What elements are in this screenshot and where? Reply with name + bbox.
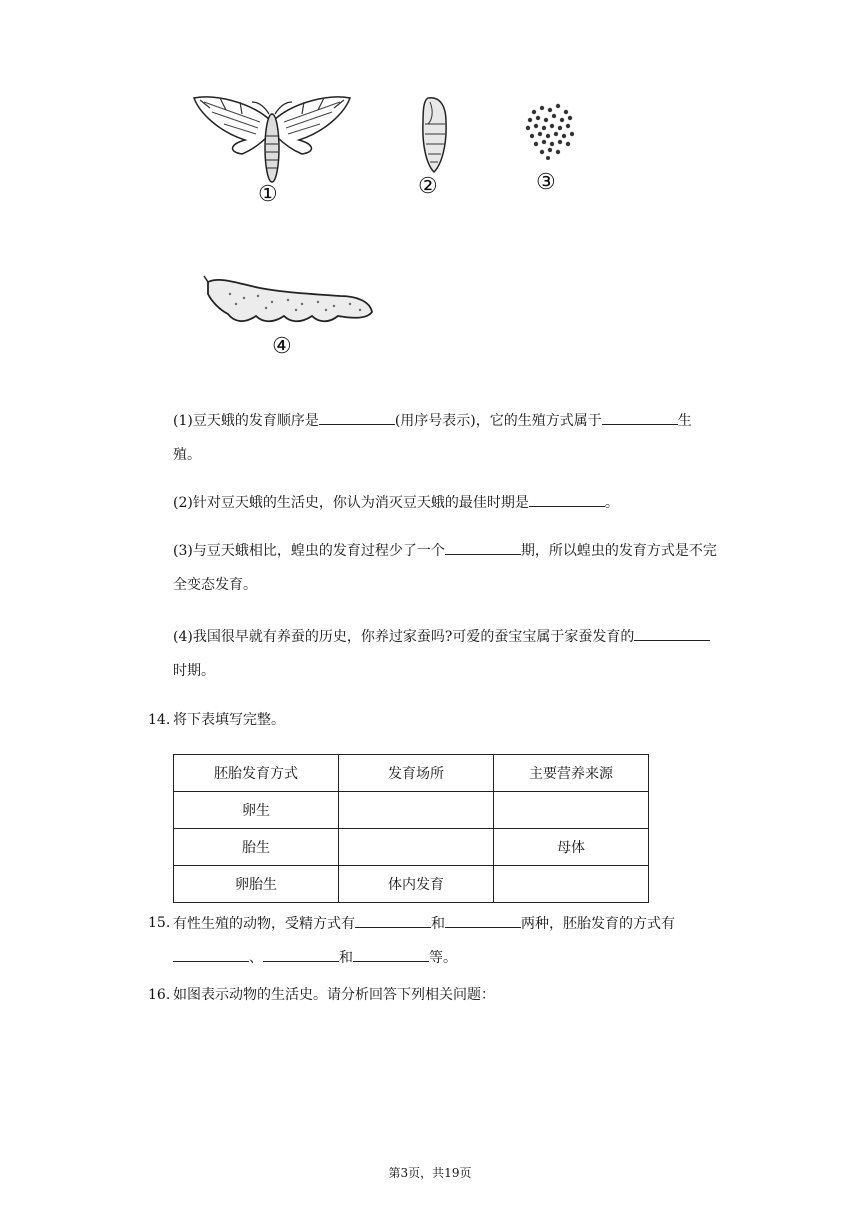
q13-part1: (1)豆天蛾的发育顺序是 (用序号表示)，它的生殖方式属于 生殖。 [173,404,718,472]
page-footer: 第3页，共19页 [388,1166,472,1180]
q13-part3: (3)与豆天蛾相比，蝗虫的发育过程少了一个 期，所以蝗虫的发育方式是不完全变态发育。 [173,534,718,602]
pupa-drawing [410,94,460,174]
table-cell: 胎生 [174,829,339,866]
answer-blank[interactable] [173,947,249,962]
q13-part2: (2)针对豆天蛾的生活史，你认为消灭豆天蛾的最佳时期是 。 [173,486,718,520]
header-cell: 发育场所 [339,755,494,792]
answer-blank[interactable] [445,540,521,555]
table-header-row [174,755,649,792]
eggs-drawing [520,100,580,164]
eggs-figure [520,100,580,206]
table-cell: 卵胎生 [174,866,339,903]
pupa-figure [410,94,460,206]
q14-number: 14. [148,712,171,728]
q15-number: 15. [148,915,171,931]
table-cell-blank[interactable] [494,792,649,829]
embryo-development-table [173,754,649,903]
answer-blank[interactable] [445,913,521,928]
answer-blank[interactable] [634,626,710,641]
answer-blank[interactable] [355,913,431,928]
table-cell: 母体 [494,829,649,866]
q16-number: 16. [148,987,171,1003]
table-row [174,829,649,866]
label-1: ① [258,182,278,207]
table-cell: 体内发育 [339,866,494,903]
caterpillar-figure [200,272,375,368]
table-cell-blank[interactable] [494,866,649,903]
table-row [174,866,649,903]
header-cell: 胚胎发育方式 [174,755,339,792]
answer-blank[interactable] [319,410,395,425]
answer-blank[interactable] [529,492,605,507]
moth-figure [190,92,355,210]
label-3: ③ [536,170,556,195]
table-cell-blank[interactable] [339,829,494,866]
answer-blank[interactable] [263,947,339,962]
table-row [174,792,649,829]
q14-text: 将下表填写完整。 [173,712,285,728]
table-cell: 卵生 [174,792,339,829]
header-cell: 主要营养来源 [494,755,649,792]
answer-blank[interactable] [353,947,429,962]
label-2: ② [418,174,438,199]
table-cell-blank[interactable] [339,792,494,829]
caterpillar-drawing [200,272,375,334]
q16-text: 如图表示动物的生活史。请分析回答下列相关问题： [173,987,495,1003]
q15-text: 有性生殖的动物，受精方式有 和 两种，胚胎发育的方式有 、 和 等。 [173,907,718,975]
answer-blank[interactable] [602,410,678,425]
q13-part4: (4)我国很早就有养蚕的历史，你养过家蚕吗?可爱的蚕宝宝属于家蚕发育的时期。 [173,620,718,688]
label-4: ④ [272,334,292,359]
